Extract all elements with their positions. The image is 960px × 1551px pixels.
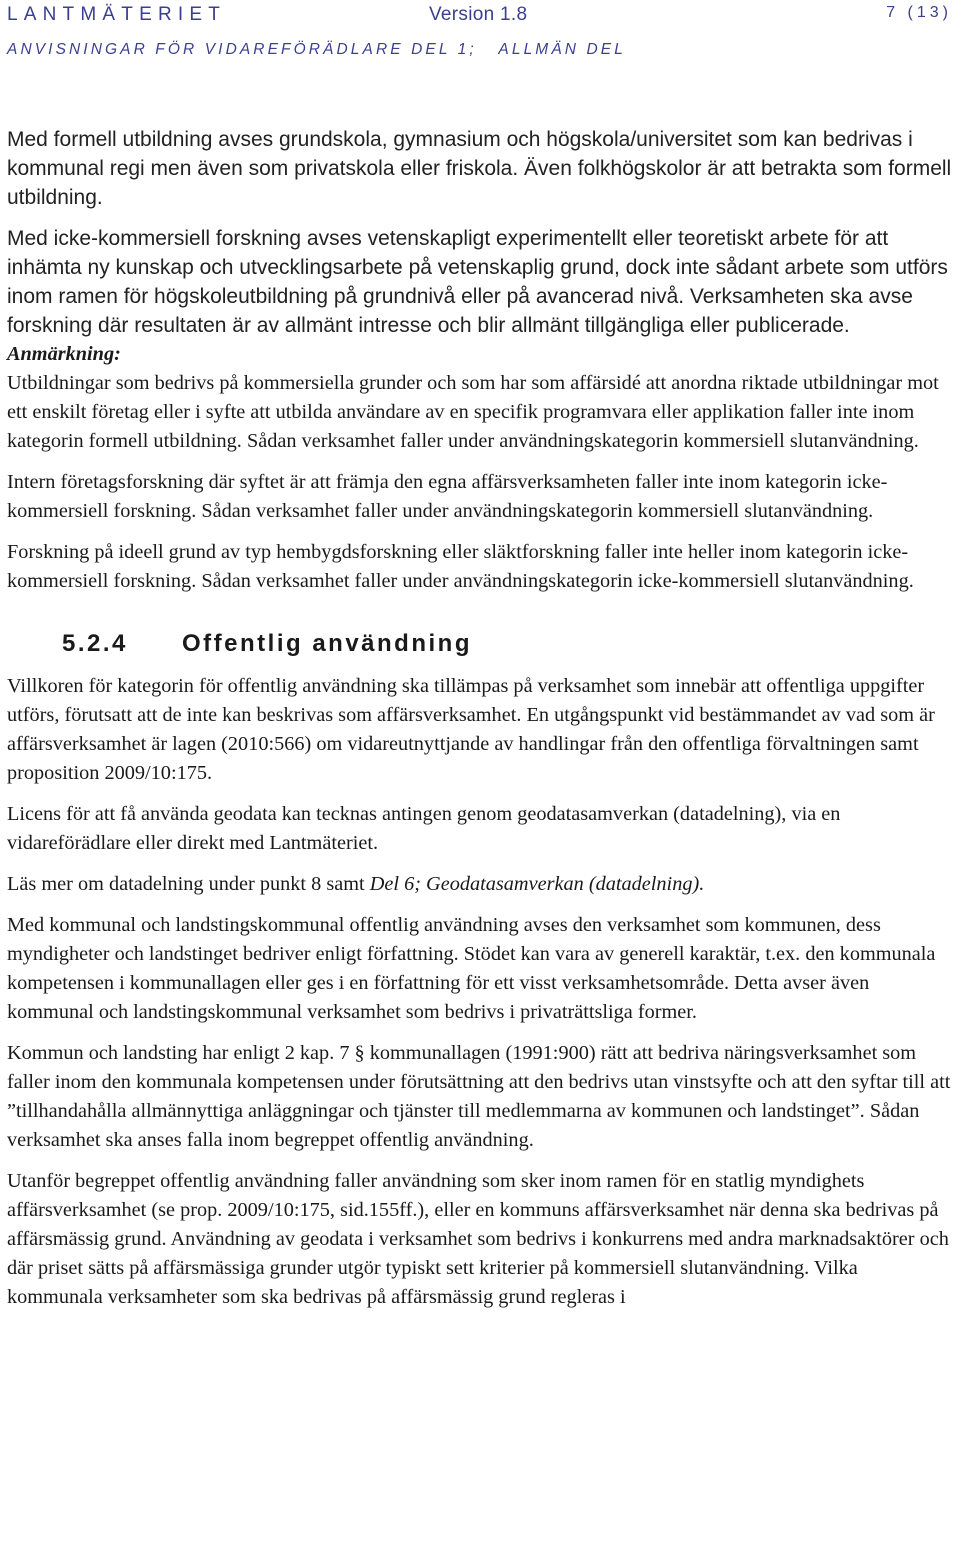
section-number: 5.2.4 — [62, 630, 128, 657]
section-heading — [62, 628, 953, 660]
paragraph-internal-research: Intern företagsforskning där syftet är att främja den egna affärsverksamheten faller inte inom kategorin icke-kommersiell forskning. Sådan verksamhet faller under användningskategorin kommersiell slutanvändning. — [7, 471, 888, 522]
document-version: Version 1.8 — [429, 4, 528, 25]
paragraph-municipal-use: Med kommunal och landstingskommunal offentlig användning avses den verksamhet som kommunen, dess myndigheter och landstinget bedriver enligt författning. Stödet kan vara av generell karaktär, t.ex. den kommunala kompetensen i kommunallagen eller ges i en författning för ett visst verksamhetsområde. Detta avser även kommunal och landstingskommunal verksamhet som bedrivs i privaträttsliga former. — [7, 914, 936, 1023]
paragraph-municipal-law: Kommun och landsting har enligt 2 kap. 7 § kommunallagen (1991:900) rätt att bedriva näringsverksamhet som faller inom den kommunala kompetensen under förutsättning att den bedrivs utan vinstsyfte och att den syftar till att ”tillhandahålla allmännyttiga anläggningar och tjänster till medlemmarna av kommunen och landstinget”. Sådan verksamhet ska anses falla inom begreppet offentlig användning. — [7, 1042, 951, 1151]
organization-name: LANTMÄTERIET — [7, 4, 227, 25]
document-subtitle: ANVISNINGAR FÖR VIDAREFÖRÄDLARE DEL 1; ALLMÄN DEL — [7, 41, 626, 58]
paragraph-non-commercial-research: Med icke-kommersiell forskning avses vetenskapligt experimentellt eller teoretiskt arbete för att inhämta ny kunskap och utvecklingsarbete på vetenskaplig grund, dock inte sådant arbete som utförs inom ramen för högskoleutbildning på grundnivå eller på avancerad nivå. Verksamheten ska avse forskning där resultaten är av allmänt intresse och blir allmänt tillgängliga eller publicerade. — [7, 227, 948, 337]
page-header — [7, 0, 952, 70]
paragraph-public-use-conditions: Villkoren för kategorin för offentlig användning ska tillämpas på verksamhet som innebär att offentliga uppgifter utförs, förutsatt att de inte kan beskrivas som affärsverksamhet. En utgångspunkt vid bestämmandet av vad som är affärsverksamhet är lagen (2010:566) om vidareutnyttjande av handlingar från den offentliga förvaltningen samt proposition 2009/10:175. — [7, 675, 935, 784]
paragraph-formal-education: Med formell utbildning avses grundskola, gymnasium och högskola/universitet som kan bedrivas i kommunal regi men även som privatskola eller friskola. Även folkhögskolor är att betrakta som formell utbildning. — [7, 128, 952, 209]
paragraph-commercial-education: Utbildningar som bedrivs på kommersiella grunder och som har som affärsidé att anordna riktade utbildningar mot ett enskilt företag eller i syfte att utbilda användare av en specifik programvara eller applikation faller inte inom kategorin formell utbildning. Sådan verksamhet faller under användningskategorin kommersiell slutanvändning. — [7, 372, 939, 452]
page-number: 7 (13) — [886, 4, 952, 21]
note-label: Anmärkning: — [7, 343, 121, 365]
paragraph-license: Licens för att få använda geodata kan tecknas antingen genom geodatasamverkan (datadelning), via en vidareförädlare eller direkt med Lantmäteriet. — [7, 803, 841, 854]
read-more-text: Läs mer om datadelning under punkt 8 samt — [7, 873, 370, 895]
document-body — [7, 125, 953, 1324]
paragraph-outside-public-use: Utanför begreppet offentlig användning faller användning som sker inom ramen för en statlig myndighets affärsverksamhet (se prop. 2009/10:175, sid.155ff.), eller en kommuns affärsverksamhet när denna ska bedrivas på affärsmässig grund. Användning av geodata i verksamhet som bedrivs i konkurrens med andra marknadsaktörer och där priset sätts på affärsmässiga grunder utgör typiskt sett kriterier på kommersiell slutanvändning. Vilka kommunala verksamheter som ska bedrivas på affärsmässig grund regleras i — [7, 1170, 949, 1308]
reference-link[interactable]: Del 6; Geodatasamverkan (datadelning). — [369, 873, 705, 895]
section-title: Offentlig användning — [182, 630, 472, 657]
paragraph-read-more — [7, 870, 953, 899]
paragraph-nonprofit-research: Forskning på ideell grund av typ hembygdsforskning eller släktforskning faller inte heller inom kategorin icke-kommersiell forskning. Sådan verksamhet faller under användningskategorin icke-kommersiell slutanvändning. — [7, 541, 914, 592]
